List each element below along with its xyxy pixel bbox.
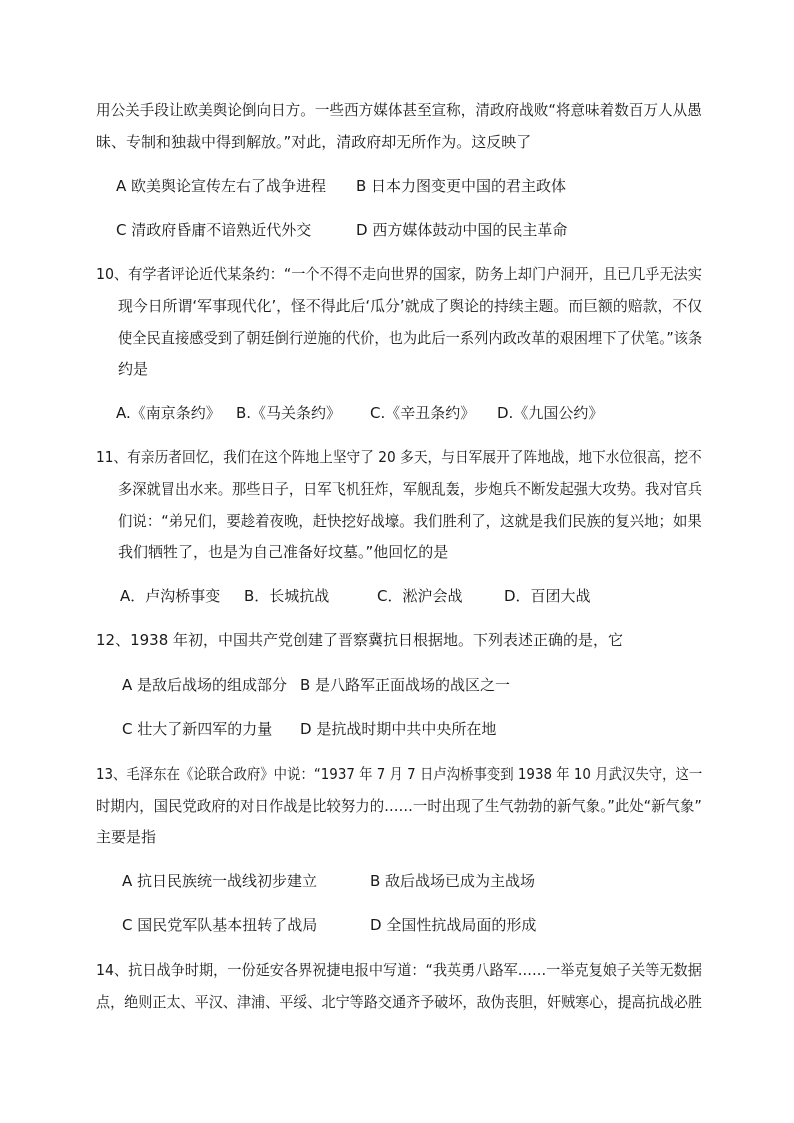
q13-line-2: 时期内，国民党政府的对日作战是比较努力的……一时出现了生气勃勃的新气象。”此处“新气象” <box>96 797 702 815</box>
q10-option-c: C.《辛丑条约》 <box>370 404 476 422</box>
q9-option-d: D 西方媒体鼓动中国的民主革命 <box>356 221 568 239</box>
q13-line-1: 13、毛泽东在《论联合政府》中说：“1937 年 7 月 7 日卢沟桥事变到 1938 年 10 月武汉失守，这一 <box>96 765 703 783</box>
q9-option-a: A 欧美舆论宣传左右了战争进程 <box>116 177 327 195</box>
q11-line-2: 多深就冒出水来。那些日子，日军飞机狂炸，军舰乱轰，步炮兵不断发起强大攻势。我对官兵 <box>118 480 703 498</box>
q11-option-d: D．百团大战 <box>504 587 591 605</box>
q11-option-b: B．长城抗战 <box>244 587 330 605</box>
q9-line-1: 用公关手段让欧美舆论倒向日方。一些西方媒体甚至宣称，清政府战败“将意味着数百万人从愚 <box>96 101 702 119</box>
q10-line-3: 使全民直接感受到了朝廷倒行逆施的代价，也为此后一系列内政改革的艰困埋下了伏笔。”该条 <box>118 329 703 347</box>
q9-option-c: C 清政府昏庸不谙熟近代外交 <box>116 221 312 239</box>
q11-option-a: A．卢沟桥事变 <box>120 587 221 605</box>
q12-option-a: A 是敌后战场的组成部分 <box>122 676 288 694</box>
q12-line-1: 12、1938 年初，中国共产党创建了晋察冀抗日根据地。下列表述正确的是，它 <box>96 631 624 649</box>
q14-line-2: 点，绝则正太、平汉、津浦、平绥、北宁等路交通齐予破坏，敌伪丧胆，奸贼寒心，提高抗战必胜 <box>96 993 703 1011</box>
q14-line-1: 14、抗日战争时期，一份延安各界祝捷电报中写道：“我英勇八路军……一举克复娘子关等无数据 <box>96 961 702 979</box>
q13-option-b: B 敌后战场已成为主战场 <box>370 872 536 890</box>
q11-line-4: 我们牺牲了，也是为自己准备好坟墓。”他回忆的是 <box>118 543 449 561</box>
q10-option-d: D.《九国公约》 <box>497 404 604 422</box>
q11-option-c: C．淞沪会战 <box>377 587 463 605</box>
q13-line-3: 主要是指 <box>96 828 157 846</box>
q9-line-2: 昧、专制和独裁中得到解放。”对此，清政府却无所作为。这反映了 <box>96 133 532 151</box>
q12-option-d: D 是抗战时期中共中央所在地 <box>300 720 497 738</box>
q12-option-c: C 壮大了新四军的力量 <box>122 720 273 738</box>
q10-line-2: 现今日所谓‘军事现代化’，怪不得此后‘瓜分’就成了舆论的持续主题。而巨额的赔款，不仅 <box>118 297 703 315</box>
q13-option-d: D 全国性抗战局面的形成 <box>370 916 537 934</box>
q13-option-c: C 国民党军队基本扭转了战局 <box>122 916 318 934</box>
q10-option-b: B.《马关条约》 <box>236 404 342 422</box>
q10-option-a: A.《南京条约》 <box>116 404 221 422</box>
q12-option-b: B 是八路军正面战场的战区之一 <box>300 676 511 694</box>
q11-line-3: 们说：“弟兄们，要趁着夜晚，赶快挖好战壕。我们胜利了，这就是我们民族的复兴地；如果 <box>118 512 702 530</box>
q10-line-1: 10、有学者评论近代某条约：“一个不得不走向世界的国家，防务上却门户洞开，且已几乎无法实 <box>96 265 702 283</box>
q10-line-4: 约是 <box>118 360 149 378</box>
q13-option-a: A 抗日民族统一战线初步建立 <box>122 872 318 890</box>
q11-line-1: 11、有亲历者回忆，我们在这个阵地上坚守了 20 多天，与日军展开了阵地战，地下水位很高，挖不 <box>96 448 702 466</box>
q9-option-b: B 日本力图变更中国的君主政体 <box>356 177 567 195</box>
